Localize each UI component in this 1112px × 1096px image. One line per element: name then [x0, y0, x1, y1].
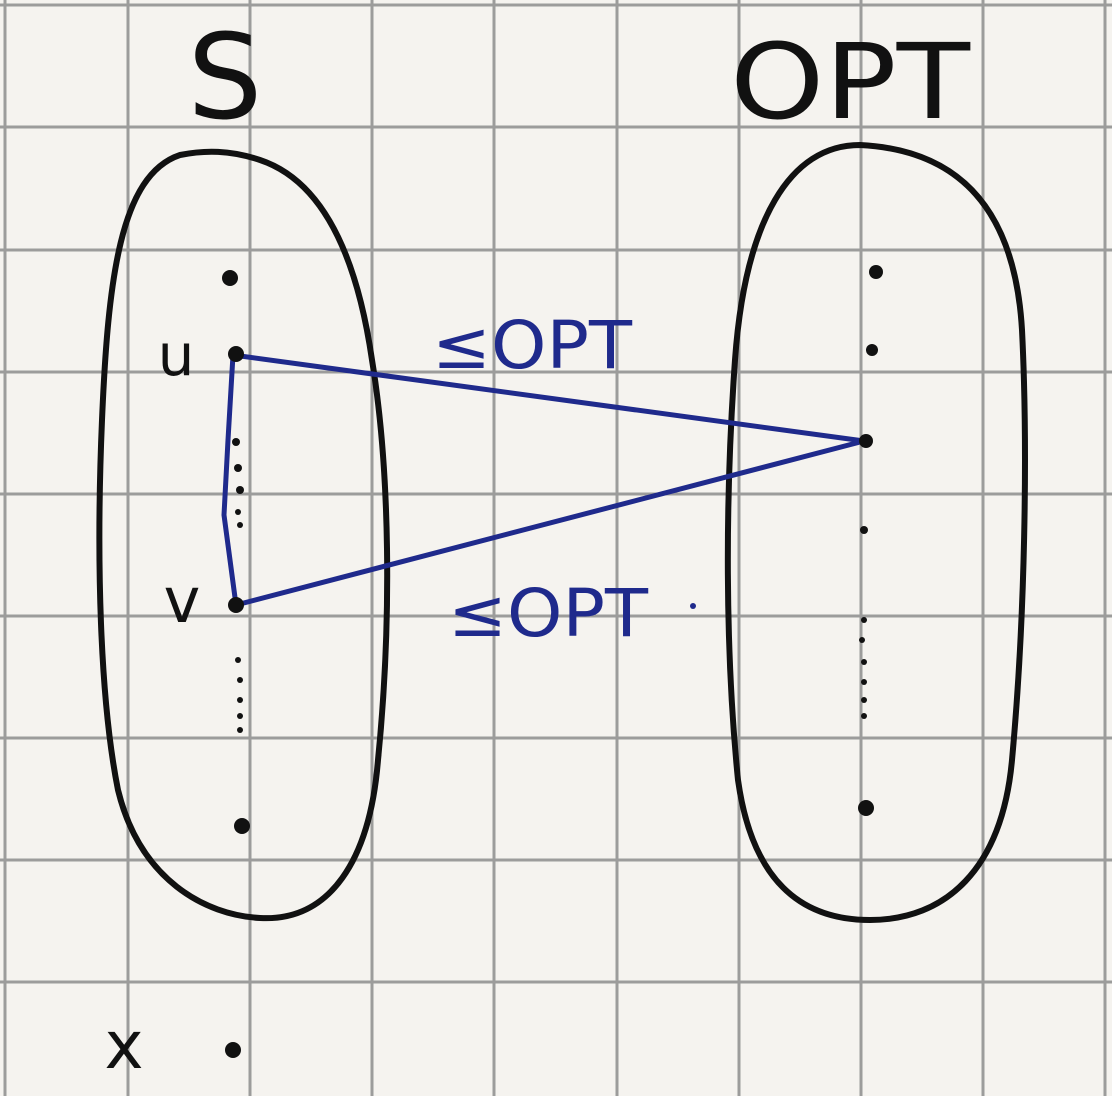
edge-lower-weight: ≤OPT	[448, 575, 649, 652]
s-dot-bottom	[234, 818, 250, 834]
set-s-label: S	[187, 8, 263, 146]
vertex-u-dot	[228, 346, 244, 362]
blue-edges	[224, 355, 864, 605]
edge-upper-weight: ≤OPT	[432, 307, 633, 384]
vertex-x-label: x	[104, 1007, 144, 1084]
vertex-v-dot	[228, 597, 244, 613]
vertex-v-label: v	[163, 564, 201, 637]
vertex-x-dot	[225, 1042, 241, 1058]
vertex-u-label: u	[157, 321, 195, 389]
opt-dot-bottom	[858, 800, 874, 816]
opt-center-dot	[859, 434, 873, 448]
set-opt-label: OPT	[730, 21, 971, 143]
opt-dot-top	[869, 265, 883, 279]
s-dot-top	[222, 270, 238, 286]
set-opt-oval	[728, 145, 1025, 920]
pencil-speck	[690, 603, 696, 609]
edge-u-to-v	[224, 355, 236, 605]
set-s-oval	[99, 152, 387, 918]
